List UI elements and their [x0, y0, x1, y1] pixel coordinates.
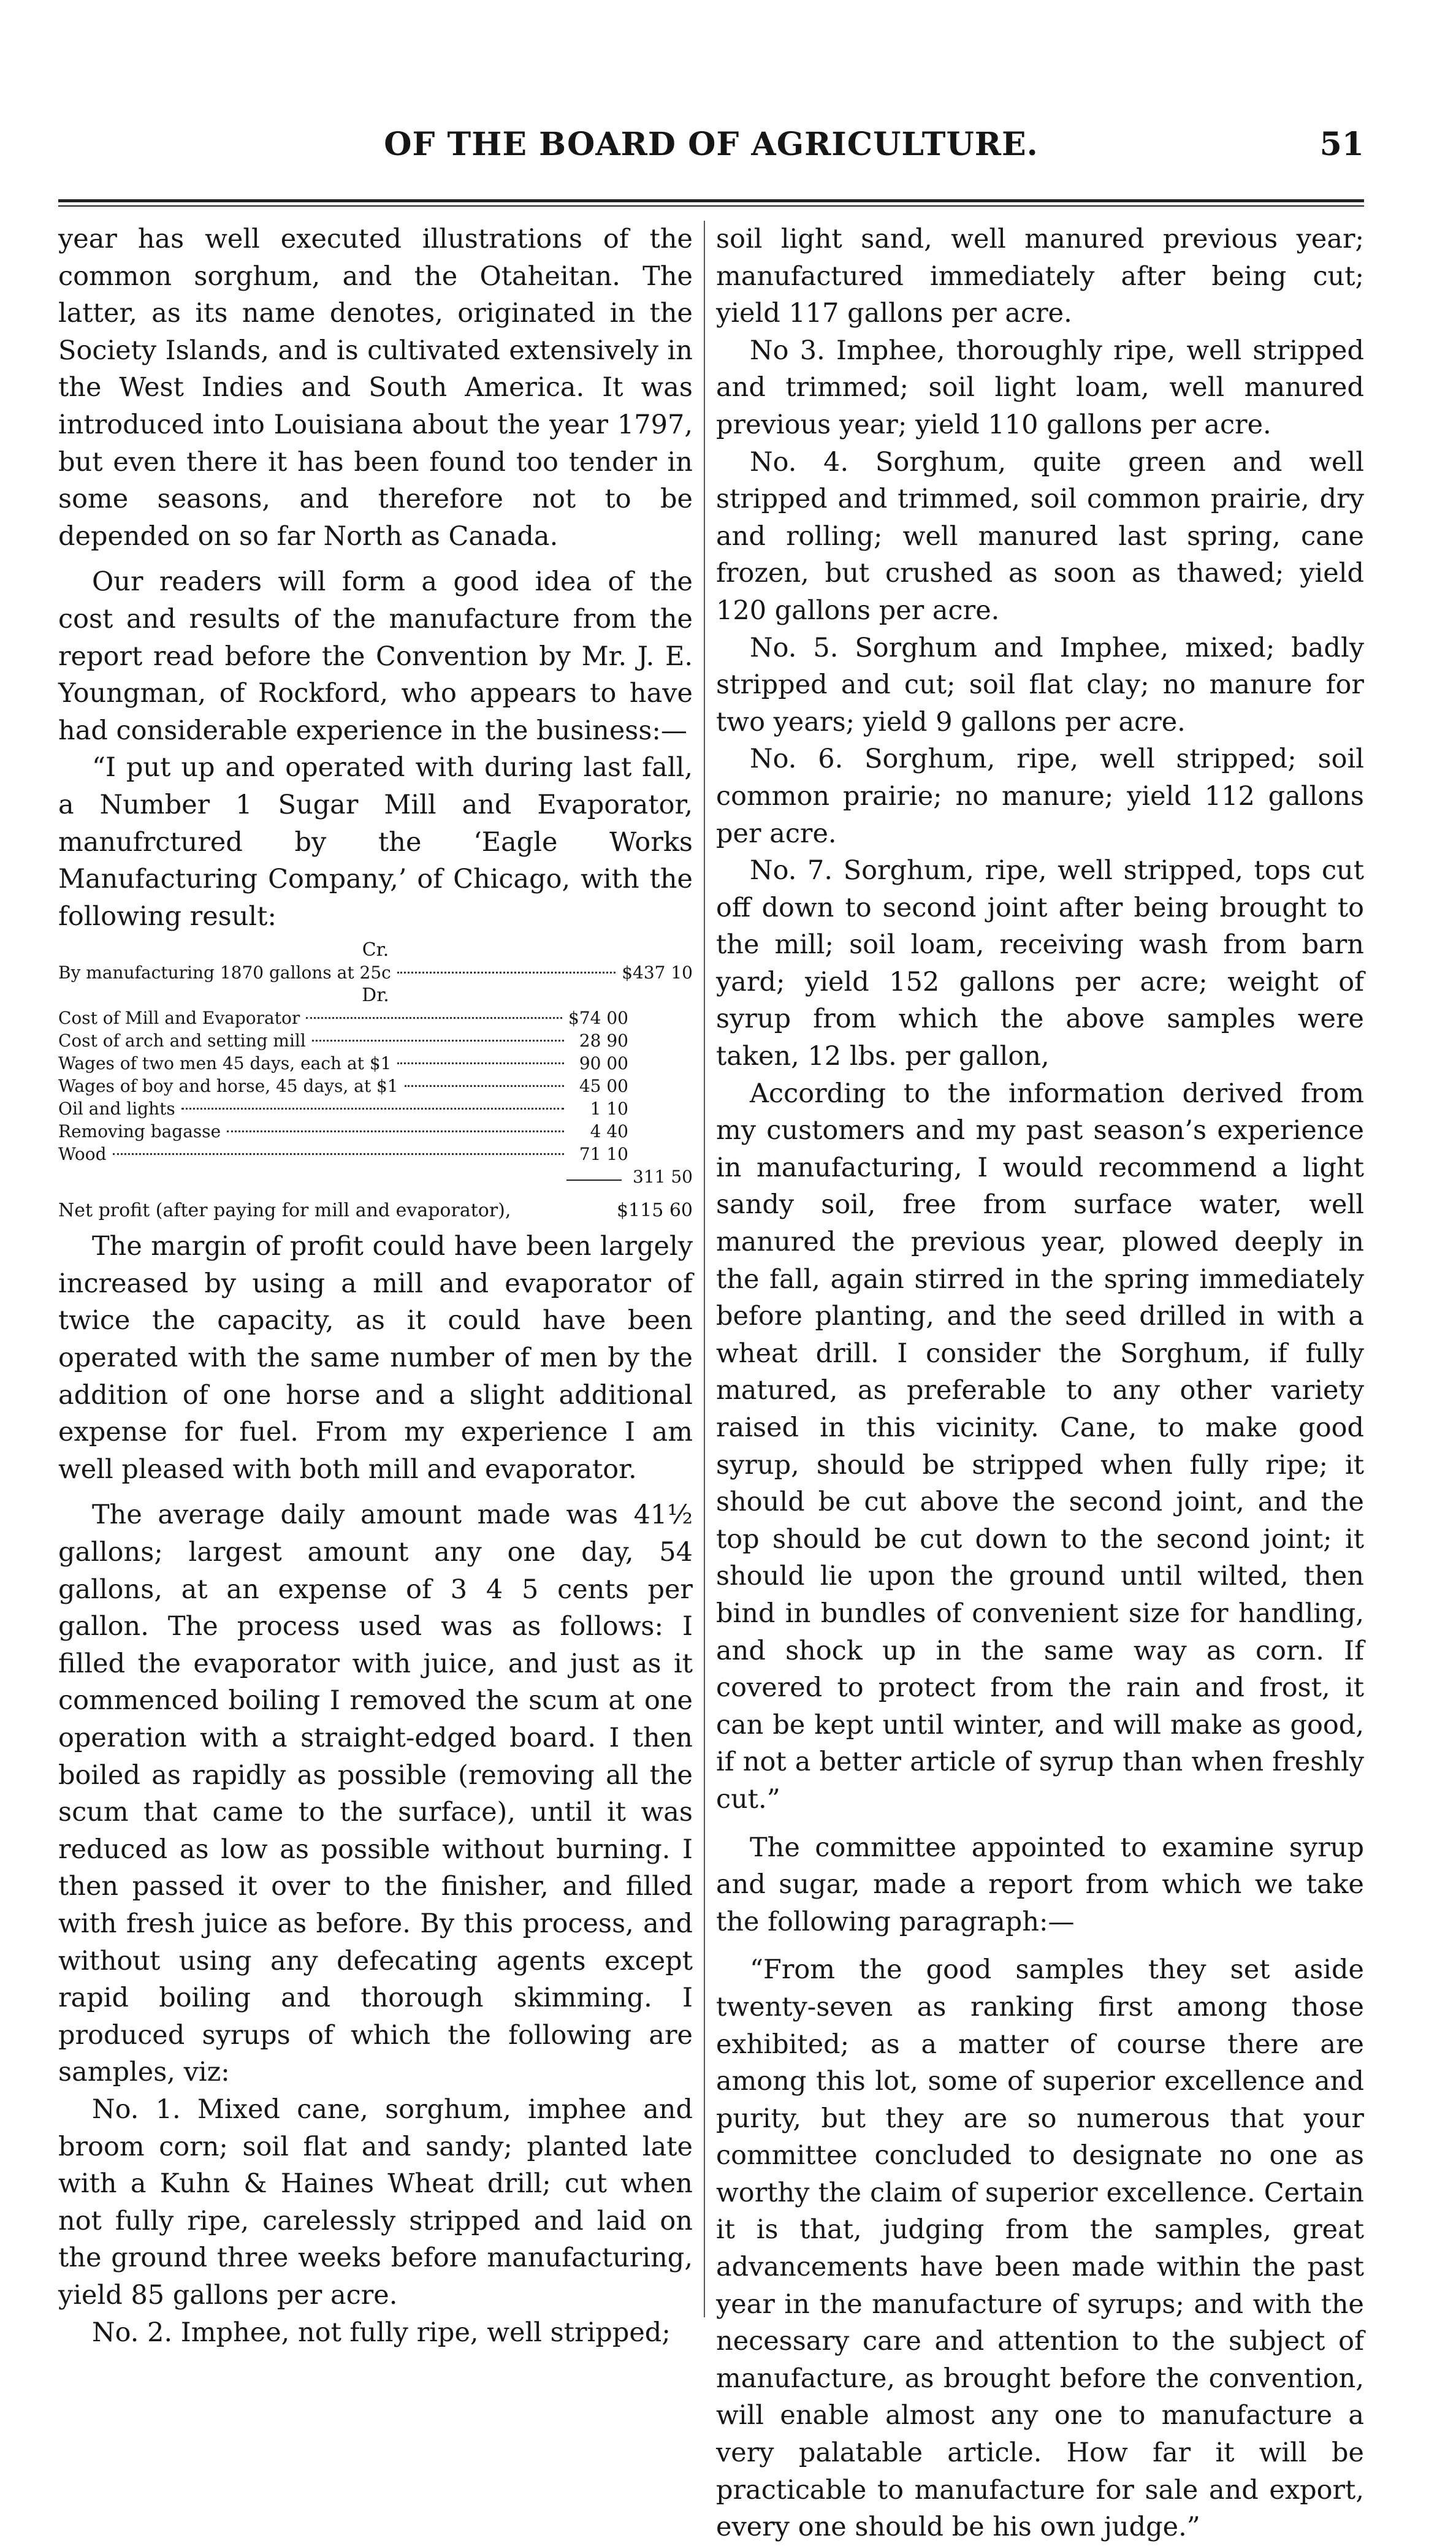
credit-row	[58, 961, 693, 984]
debit-total: 311 50	[633, 1167, 693, 1187]
debit-heading: Dr.	[362, 985, 389, 1007]
header-rule-thick	[58, 199, 1364, 202]
paragraph: The margin of profit could have been largely increased by using a mill and evaporator of twice the capacity, as it could have been operated with the same number of men by the addition of one horse and a slight additional expense for fuel. From my experience I am well pleased with both mill and evaporator.	[58, 1231, 693, 1485]
leader-dots	[181, 1108, 564, 1110]
left-column	[58, 221, 693, 2351]
profit-amount: $115 60	[616, 1200, 693, 1222]
account-table	[58, 939, 693, 1222]
debit-label: Removing bagasse	[58, 1121, 221, 1142]
leader-dots	[113, 1153, 564, 1155]
debit-row	[58, 1075, 693, 1097]
debit-amount: 90 00	[579, 1053, 628, 1074]
page-header	[58, 126, 1364, 175]
paragraph: “I put up and operated with during last fall, a Number 1 Sugar Mill and Evaporator, manufrctured by the ‘Eagle Works Manufacturing Company,’ of Chicago, with the following result:	[58, 752, 693, 932]
credit-label: By manufacturing 1870 gallons at 25c	[58, 962, 391, 983]
paragraph: No. 5. Sorghum and Imphee, mixed; badly stripped and cut; soil flat clay; no manure for two years; yield 9 gallons per acre.	[716, 632, 1364, 738]
paragraph: The committee appointed to examine syrup and sugar, made a report from which we take the following paragraph:—	[716, 1832, 1364, 1937]
debit-amount: 71 10	[579, 1144, 628, 1165]
paragraph: No. 1. Mixed cane, sorghum, imphee and broom corn; soil flat and sandy; planted late with a Kuhn & Haines Wheat drill; cut when not fully ripe, carelessly stripped and laid on the ground three weeks before manufacturing, yield 85 gallons per acre.	[58, 2094, 693, 2311]
debit-label: Wages of two men 45 days, each at $1	[58, 1053, 392, 1074]
paragraph: No. 7. Sorghum, ripe, well stripped, tops cut off down to second joint after being brought to the mill; soil loam, receiving wash from barn yard; yield 152 gallons per acre; weight of syrup from which the above samples were taken, 12 lbs. per gallon,	[716, 855, 1364, 1072]
debit-label: Cost of Mill and Evaporator	[58, 1008, 300, 1029]
paragraph: No. 4. Sorghum, quite green and well stripped and trimmed, soil common prairie, dry and rolling; well manured last spring, cane frozen, but crushed as soon as thawed; yield 120 gallons per acre.	[716, 446, 1364, 626]
profit-label: Net profit (after paying for mill and evaporator),	[58, 1200, 511, 1222]
leader-dots	[397, 1062, 564, 1064]
debit-row	[58, 1007, 693, 1029]
paragraph: Our readers will form a good idea of the cost and results of the manufacture from the report read before the Convention by Mr. J. E. Youngman, of Rockford, who appears to have had considerable experience in the business:—	[58, 566, 693, 746]
running-title: OF THE BOARD OF AGRICULTURE.	[384, 126, 1039, 163]
debit-label: Wages of boy and horse, 45 days, at $1	[58, 1076, 398, 1097]
debit-row	[58, 1029, 693, 1052]
debit-amount: $74 00	[568, 1008, 628, 1029]
profit-row	[58, 1199, 693, 1222]
leader-dots	[312, 1040, 564, 1042]
paragraph: According to the information derived from my customers and my past season’s experience in manufacturing, I would recommend a light sandy soil, free from surface water, well manured the previous year, plowed deeply in the fall, again stirred in the spring immediately before planting, and the seed drilled in with a wheat drill. I consider the Sorghum, if fully matured, as preferable to any other variety raised in this vicinity. Cane, to make good syrup, should be stripped when fully ripe; it should be cut above the second joint, and the top should be cut down to the second joint; it should lie upon the ground until wilted, then bind in bundles of convenient size for handling, and shock up in the same way as corn. If covered to protect from the rain and frost, it can be kept until winter, and will make as good, if not a better article of syrup than when freshly cut.”	[716, 1078, 1364, 1815]
leader-dots	[397, 972, 616, 974]
total-rule	[566, 1158, 622, 1181]
debit-row	[58, 1097, 693, 1120]
header-rule-thin	[58, 205, 1364, 207]
paragraph: year has well executed illustrations of the common sorghum, and the Otaheitan. The latter, as its name denotes, originated in the Society Islands, and is cultivated extensively in the West Indies and South America. It was introduced into Louisiana about the year 1797, but even there it has been found too tender in some seasons, and therefore not to be depended on so far North as Canada.	[58, 224, 693, 552]
debit-amount: 28 90	[579, 1031, 628, 1051]
right-column	[716, 221, 1364, 2546]
credit-amount: $437 10	[622, 962, 693, 983]
debit-amount: 45 00	[579, 1076, 628, 1097]
leader-dots	[227, 1130, 564, 1132]
debit-label: Oil and lights	[58, 1099, 175, 1119]
debit-label: Wood	[58, 1144, 107, 1165]
column-divider	[704, 221, 705, 2317]
paragraph: The average daily amount made was 41½ gallons; largest amount any one day, 54 gallons, at an expense of 3 4 5 cents per gallon. The process used was as follows: I filled the evaporator with juice, and just as it commenced boiling I removed the scum at one operation with a straight-edged board. I then boiled as rapidly as possible (removing all the scum that came to the surface), until it was reduced as low as possible without burning. I then passed it over to the finisher, and filled with fresh juice as before. By this process, and without using any defecating agents except rapid boiling and thorough skimming. I produced syrups of which the following are samples, viz:	[58, 1500, 693, 2088]
debit-amount: 1 10	[590, 1099, 628, 1119]
paragraph: No 3. Imphee, thoroughly ripe, well stripped and trimmed; soil light loam, well manured previous year; yield 110 gallons per acre.	[716, 335, 1364, 440]
page-number: 51	[1319, 126, 1364, 163]
paragraph: No. 2. Imphee, not fully ripe, well stripped;	[92, 2317, 671, 2348]
paragraph: “From the good samples they set aside twenty-seven as ranking first among those exhibited; as a matter of course there are among this lot, some of superior excellence and purity, but they are so numerous that your committee concluded to designate no one as worthy the claim of superior excellence. Certain it is that, judging from the samples, great advancements have been made within the past year in the manufacture of syrups; and with the necessary care and attention to the subject of manufacture, as brought before the convention, will enable almost any one to manufacture a very palatable article. How far it will be practicable to manufacture for sale and export, every one should be his own judge.”	[716, 1954, 1364, 2543]
credit-heading: Cr.	[362, 939, 389, 961]
debit-amount: 4 40	[590, 1121, 628, 1142]
debit-total-row	[58, 1165, 693, 1188]
debit-label: Cost of arch and setting mill	[58, 1031, 306, 1051]
paragraph: No. 6. Sorghum, ripe, well stripped; soil common prairie; no manure; yield 112 gallons per acre.	[716, 744, 1364, 849]
leader-dots	[405, 1085, 564, 1087]
leader-dots	[306, 1017, 562, 1019]
debit-row	[58, 1052, 693, 1075]
paragraph: soil light sand, well manured previous year; manufactured immediately after being cut; yield 117 gallons per acre.	[716, 224, 1364, 329]
debit-row	[58, 1120, 693, 1143]
